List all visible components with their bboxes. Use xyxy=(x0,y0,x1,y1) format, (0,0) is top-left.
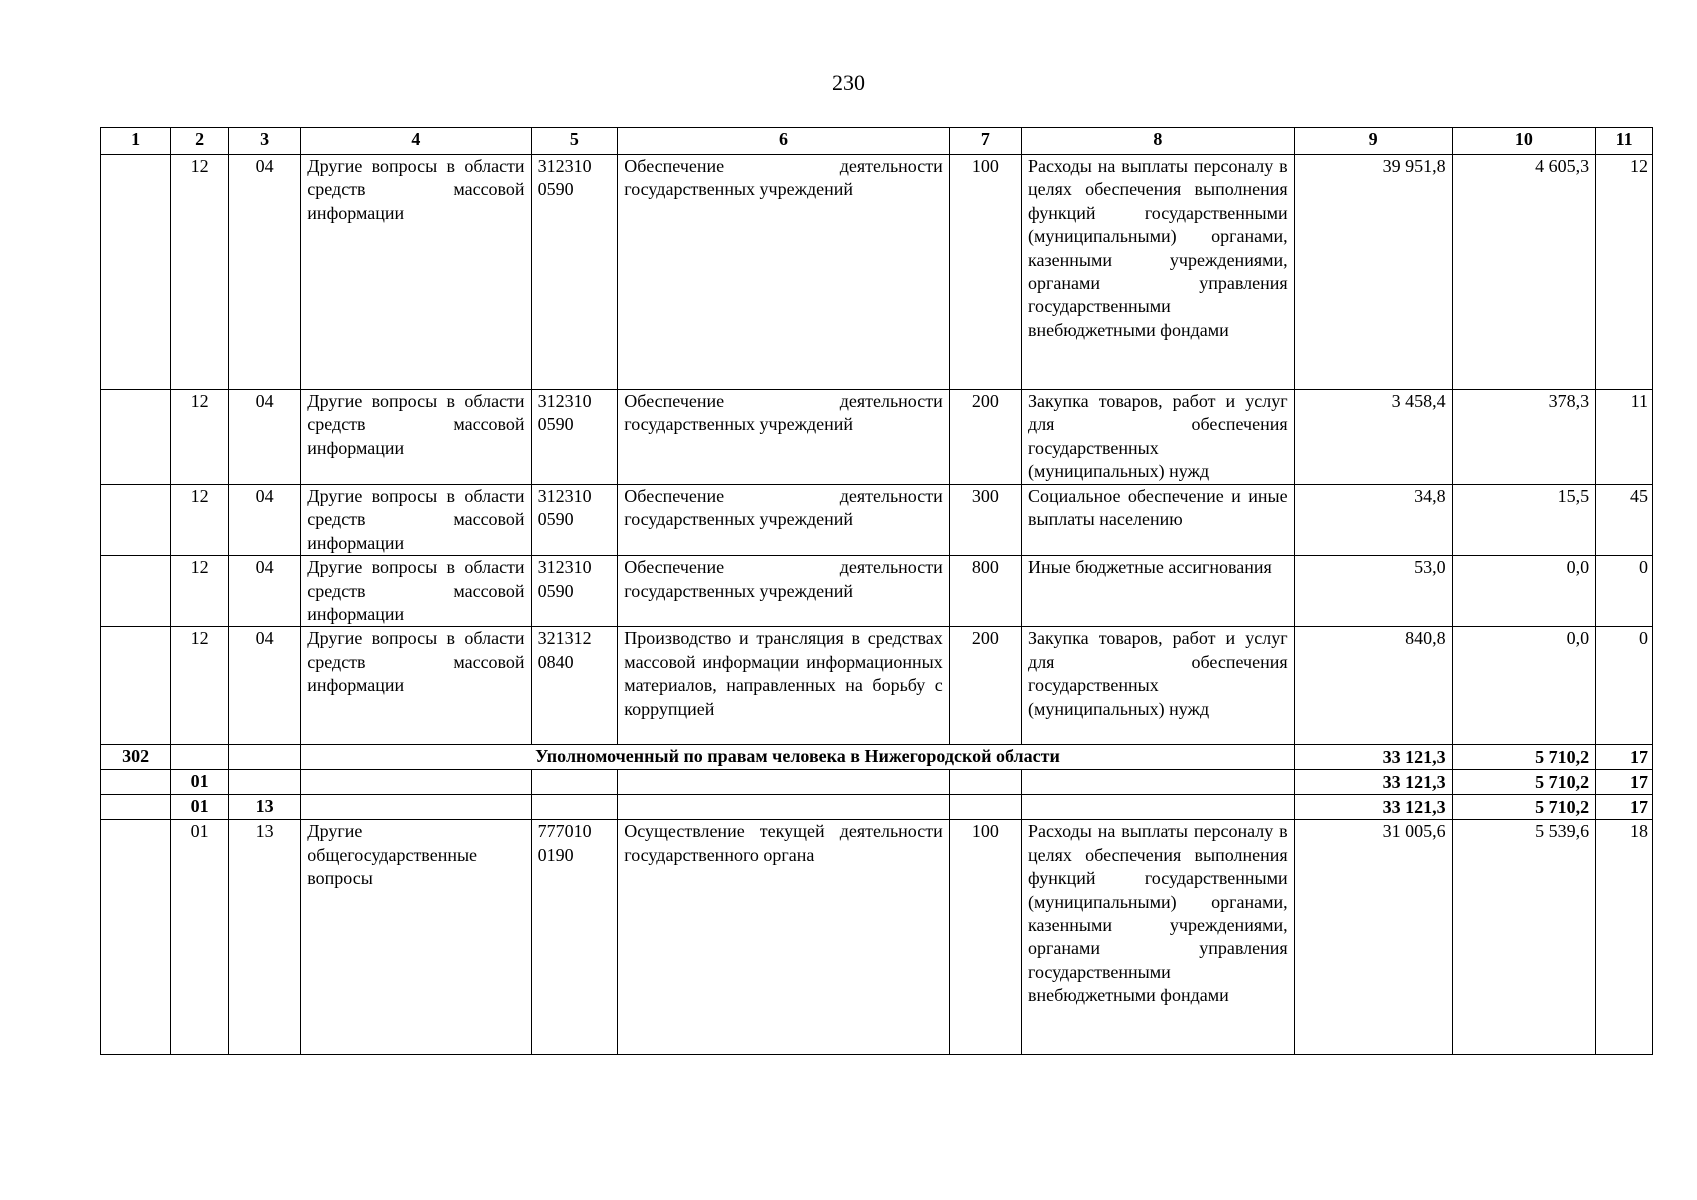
cell-amount-actual: 0,0 xyxy=(1452,627,1596,745)
cell-section: 12 xyxy=(171,485,229,556)
cell-target-name: Обеспечение деятельности государственных учреждений xyxy=(618,155,949,390)
cell-target-code: 777010 0190 xyxy=(531,820,618,1055)
cell-expense-name: Расходы на выплаты персоналу в целях обеспечения выполнения функций государственными (муниципальными) органами, казенными учреждениями, органами управления государственными внебюджетными фондами xyxy=(1022,155,1295,390)
cell-c1 xyxy=(101,390,171,485)
page-number: 230 xyxy=(832,70,865,95)
cell-percent: 11 xyxy=(1596,390,1653,485)
cell-expense-name: Закупка товаров, работ и услуг для обеспечения государственных (муниципальных) нужд xyxy=(1022,390,1295,485)
subtotal-row xyxy=(101,795,1653,820)
cell-expense-name: Закупка товаров, работ и услуг для обеспечения государственных (муниципальных) нужд xyxy=(1022,627,1295,745)
cell-department-code: 302 xyxy=(101,745,171,770)
cell-empty xyxy=(949,770,1021,795)
cell-empty xyxy=(531,795,618,820)
cell-amount-plan: 53,0 xyxy=(1294,556,1452,627)
cell-c1 xyxy=(101,556,171,627)
cell-section: 12 xyxy=(171,390,229,485)
cell-amount-actual: 5 710,2 xyxy=(1452,795,1596,820)
section-title: Уполномоченный по правам человека в Нижегородской области xyxy=(301,745,1294,770)
cell-percent: 12 xyxy=(1596,155,1653,390)
cell-empty xyxy=(949,795,1021,820)
cell-c1 xyxy=(101,627,171,745)
cell-percent: 17 xyxy=(1596,770,1653,795)
table-row xyxy=(101,820,1653,1055)
cell-empty xyxy=(229,770,301,795)
cell-subsection: 13 xyxy=(229,820,301,1055)
cell-amount-plan: 39 951,8 xyxy=(1294,155,1452,390)
cell-target-code: 321312 0840 xyxy=(531,627,618,745)
cell-expense-code: 800 xyxy=(949,556,1021,627)
cell-amount-actual: 15,5 xyxy=(1452,485,1596,556)
section-row xyxy=(101,745,1653,770)
col-header-4: 4 xyxy=(301,128,531,155)
cell-section: 01 xyxy=(171,820,229,1055)
col-header-10: 10 xyxy=(1452,128,1596,155)
col-header-5: 5 xyxy=(531,128,618,155)
cell-subsection-name: Другие общегосударственные вопросы xyxy=(301,820,531,1055)
cell-empty xyxy=(101,795,171,820)
cell-section: 12 xyxy=(171,627,229,745)
table-row xyxy=(101,485,1653,556)
subtotal-row xyxy=(101,770,1653,795)
cell-amount-plan: 33 121,3 xyxy=(1294,795,1452,820)
cell-subsection: 13 xyxy=(229,795,301,820)
cell-empty xyxy=(171,745,229,770)
cell-expense-code: 300 xyxy=(949,485,1021,556)
cell-target-code: 312310 0590 xyxy=(531,155,618,390)
cell-empty xyxy=(101,770,171,795)
col-header-2: 2 xyxy=(171,128,229,155)
cell-target-name: Обеспечение деятельности государственных учреждений xyxy=(618,556,949,627)
table-row xyxy=(101,390,1653,485)
cell-subsection: 04 xyxy=(229,556,301,627)
cell-empty xyxy=(1022,795,1295,820)
header-row xyxy=(101,128,1653,155)
cell-amount-actual: 5 710,2 xyxy=(1452,770,1596,795)
cell-subsection-name: Другие вопросы в области средств массовой информации xyxy=(301,556,531,627)
cell-empty xyxy=(229,745,301,770)
cell-empty xyxy=(618,770,949,795)
col-header-7: 7 xyxy=(949,128,1021,155)
cell-percent: 0 xyxy=(1596,556,1653,627)
cell-amount-plan: 3 458,4 xyxy=(1294,390,1452,485)
cell-amount-actual: 5 710,2 xyxy=(1452,745,1596,770)
cell-percent: 0 xyxy=(1596,627,1653,745)
col-header-6: 6 xyxy=(618,128,949,155)
cell-section: 01 xyxy=(171,795,229,820)
cell-expense-name: Иные бюджетные ассигнования xyxy=(1022,556,1295,627)
cell-amount-actual: 378,3 xyxy=(1452,390,1596,485)
cell-subsection-name: Другие вопросы в области средств массовой информации xyxy=(301,627,531,745)
cell-empty xyxy=(101,820,171,1055)
cell-target-code: 312310 0590 xyxy=(531,390,618,485)
cell-section: 12 xyxy=(171,556,229,627)
col-header-11: 11 xyxy=(1596,128,1653,155)
cell-expense-code: 100 xyxy=(949,155,1021,390)
cell-subsection-name: Другие вопросы в области средств массовой информации xyxy=(301,155,531,390)
cell-empty xyxy=(301,795,531,820)
cell-section: 01 xyxy=(171,770,229,795)
cell-expense-code: 200 xyxy=(949,390,1021,485)
table-row xyxy=(101,556,1653,627)
cell-subsection: 04 xyxy=(229,155,301,390)
col-header-9: 9 xyxy=(1294,128,1452,155)
cell-target-name: Обеспечение деятельности государственных учреждений xyxy=(618,390,949,485)
cell-empty xyxy=(301,770,531,795)
cell-amount-plan: 33 121,3 xyxy=(1294,745,1452,770)
col-header-1: 1 xyxy=(101,128,171,155)
cell-target-code: 312310 0590 xyxy=(531,556,618,627)
cell-expense-name: Расходы на выплаты персоналу в целях обеспечения выполнения функций государственными (муниципальными) органами, казенными учреждениями, органами управления государственными внебюджетными фондами xyxy=(1022,820,1295,1055)
cell-amount-plan: 31 005,6 xyxy=(1294,820,1452,1055)
cell-amount-actual: 0,0 xyxy=(1452,556,1596,627)
table-row xyxy=(101,155,1653,390)
cell-target-name: Обеспечение деятельности государственных учреждений xyxy=(618,485,949,556)
cell-percent: 45 xyxy=(1596,485,1653,556)
cell-section: 12 xyxy=(171,155,229,390)
cell-c1 xyxy=(101,485,171,556)
cell-amount-actual: 5 539,6 xyxy=(1452,820,1596,1055)
cell-amount-plan: 34,8 xyxy=(1294,485,1452,556)
cell-target-name: Осуществление текущей деятельности государственного органа xyxy=(618,820,949,1055)
cell-subsection: 04 xyxy=(229,390,301,485)
cell-empty xyxy=(531,770,618,795)
cell-subsection: 04 xyxy=(229,485,301,556)
cell-c1 xyxy=(101,155,171,390)
cell-percent: 18 xyxy=(1596,820,1653,1055)
cell-expense-code: 100 xyxy=(949,820,1021,1055)
cell-expense-name: Социальное обеспечение и иные выплаты населению xyxy=(1022,485,1295,556)
col-header-8: 8 xyxy=(1022,128,1295,155)
cell-subsection: 04 xyxy=(229,627,301,745)
cell-amount-plan: 840,8 xyxy=(1294,627,1452,745)
cell-expense-code: 200 xyxy=(949,627,1021,745)
cell-subsection-name: Другие вопросы в области средств массовой информации xyxy=(301,485,531,556)
col-header-3: 3 xyxy=(229,128,301,155)
cell-percent: 17 xyxy=(1596,795,1653,820)
cell-subsection-name: Другие вопросы в области средств массовой информации xyxy=(301,390,531,485)
budget-table xyxy=(100,127,1653,1055)
cell-empty xyxy=(618,795,949,820)
cell-target-code: 312310 0590 xyxy=(531,485,618,556)
cell-empty xyxy=(1022,770,1295,795)
cell-amount-plan: 33 121,3 xyxy=(1294,770,1452,795)
cell-amount-actual: 4 605,3 xyxy=(1452,155,1596,390)
cell-percent: 17 xyxy=(1596,745,1653,770)
table-row xyxy=(101,627,1653,745)
cell-target-name: Производство и трансляция в средствах массовой информации информационных материалов, направленных на борьбу с коррупцией xyxy=(618,627,949,745)
